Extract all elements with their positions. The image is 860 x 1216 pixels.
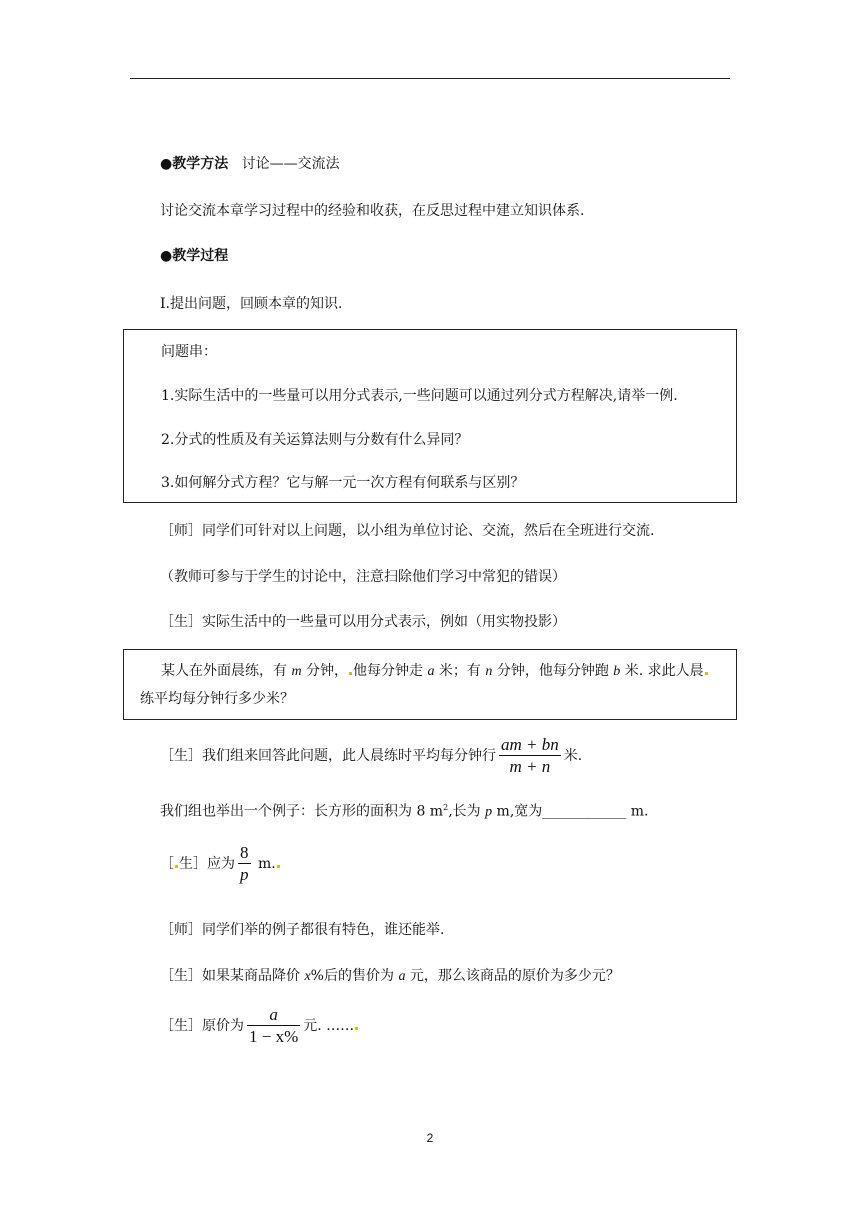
teacher-note: （教师可参与于学生的讨论中，注意扫除他们学习中常犯的错误） (160, 569, 566, 585)
teaching-method-heading: ●教学方法 (160, 156, 229, 172)
fraction-average-speed (499, 736, 561, 776)
fraction-original-price (247, 1006, 300, 1046)
student-line-4: ［生］如果某商品降价 x%后的售价为 a 元，那么该商品的原价为多少元？ (160, 968, 620, 984)
teacher-line-2: ［师］同学们举的例子都很有特色，谁还能举. (160, 922, 445, 938)
group-example-line: 我们组也举出一个例子：长方形的面积为 8 $m^2$,长为 p m,宽为____________ m. (160, 803, 649, 820)
question-box (123, 329, 737, 503)
revision-mark (705, 672, 708, 675)
teaching-method-value: 讨论——交流法 (241, 156, 340, 172)
question-2: 2.分式的性质及有关运算法则与分数有什么异同？ (161, 432, 469, 448)
example-line-1: 某人在外面晨练，有 m 分钟， 他每分钟走 a 米；有 n 分钟，他每分钟跑 b 米. 求此人晨 (161, 661, 709, 682)
fraction-numerator: am + bn (501, 735, 559, 754)
student-line-5: ［生］原价为 $\frac{a}{1 - x\%}$ 元. …… (160, 1002, 359, 1050)
question-box-title: 问题串： (161, 344, 217, 360)
fraction-numerator: a (247, 1006, 300, 1026)
teacher-line-1: ［师］同学们可针对以上问题，以小组为单位讨论、交流，然后在全班进行交流. (160, 523, 655, 539)
fraction-denominator: p (240, 865, 249, 884)
var-p: p (485, 804, 493, 820)
student-line-2: ［生］我们组来回答此问题，此人晨练时平均每分钟行 $\frac{am + bn}{m + n}$ 米. (160, 735, 583, 776)
revision-mark (355, 1027, 358, 1030)
example-box (123, 649, 737, 720)
question-3: 3.如何解分式方程？它与解一元一次方程有何联系与区别？ (161, 475, 525, 491)
page-number: 2 (426, 1131, 434, 1145)
student-line-3: ［ 生］应为 $\frac{8}{p}$ m. (160, 842, 281, 886)
revision-mark (277, 865, 280, 868)
fraction-width (238, 844, 251, 884)
var-x: x (304, 969, 311, 984)
var-b: b (613, 664, 621, 679)
section-1-heading: Ⅰ.提出问题，回顾本章的知识. (160, 296, 343, 312)
fraction-denominator: 1 − x% (249, 1027, 299, 1046)
var-a: a (398, 969, 406, 984)
intro-paragraph: 讨论交流本章学习过程中的经验和收获，在反思过程中建立知识体系. (160, 203, 585, 219)
example-line-2: 练平均每分钟行多少米？ (140, 691, 294, 707)
student-line-1: ［生］实际生活中的一些量可以用分式表示，例如（用实物投影） (160, 614, 566, 630)
revision-mark (175, 865, 178, 868)
fraction-denominator: m + n (509, 757, 551, 776)
var-n: n (485, 664, 493, 679)
var-m: m (291, 664, 302, 679)
var-a: a (427, 664, 435, 679)
process-heading: ●教学过程 (160, 248, 229, 264)
revision-mark (349, 672, 352, 675)
header-rule (130, 78, 730, 79)
teaching-method-line (160, 154, 340, 174)
question-1: 1.实际生活中的一些量可以用分式表示,一些问题可以通过列分式方程解决,请举一例. (161, 388, 678, 404)
fraction-numerator: 8 (240, 843, 249, 862)
